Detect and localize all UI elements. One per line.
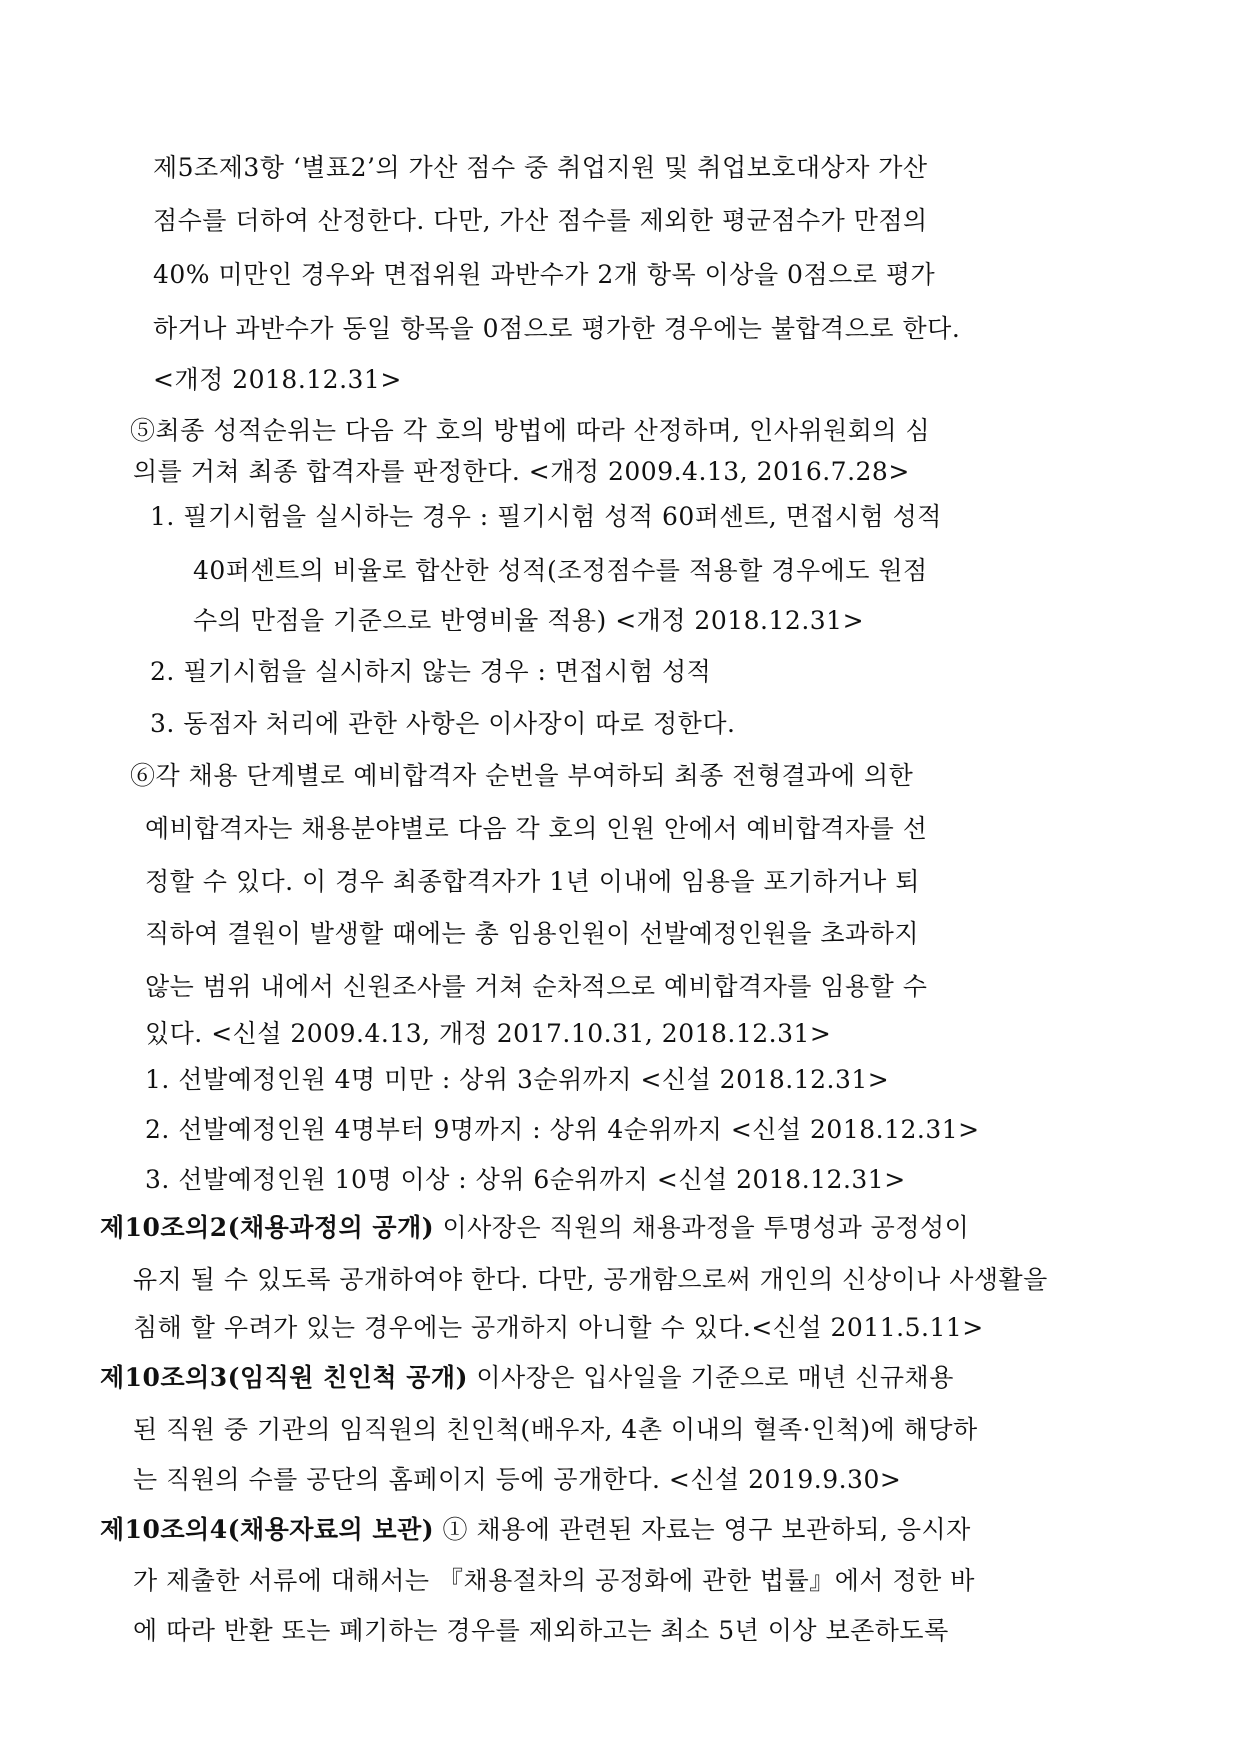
text-line: 에 따라 반환 또는 폐기하는 경우를 제외하고는 최소 5년 이상 보존하도록 — [133, 1616, 949, 1645]
text-line: <개정 2018.12.31> — [153, 365, 402, 394]
article-text: 이사장은 입사일을 기준으로 매년 신규채용 — [467, 1363, 954, 1392]
list-item: 3. 동점자 처리에 관한 사항은 이사장이 따로 정한다. — [150, 709, 736, 738]
list-item: 1. 필기시험을 실시하는 경우 : 필기시험 성적 60퍼센트, 면접시험 성적 — [150, 502, 942, 531]
list-item: 1. 선발예정인원 4명 미만 : 상위 3순위까지 <신설 2018.12.31> — [145, 1065, 890, 1094]
text-line: 된 직원 중 기관의 임직원의 친인척(배우자, 4촌 이내의 혈족·인척)에 해당하 — [133, 1415, 978, 1444]
text-line: 유지 될 수 있도록 공개하여야 한다. 다만, 공개함으로써 개인의 신상이나 사생활을 — [133, 1265, 1048, 1294]
article-10-4 — [100, 1510, 971, 1550]
text-line: 제5조제3항 ‘별표2’의 가산 점수 중 취업지원 및 취업보호대상자 가산 — [153, 153, 928, 182]
text-line: ⑤최종 성적순위는 다음 각 호의 방법에 따라 산정하며, 인사위원회의 심 — [130, 416, 931, 445]
text-line: 침해 할 우려가 있는 경우에는 공개하지 아니할 수 있다.<신설 2011.5.11> — [133, 1313, 984, 1342]
text-line: 정할 수 있다. 이 경우 최종합격자가 1년 이내에 임용을 포기하거나 퇴 — [145, 867, 920, 896]
article-text: ① 채용에 관련된 자료는 영구 보관하되, 응시자 — [434, 1515, 971, 1544]
list-item: 40퍼센트의 비율로 합산한 성적(조정점수를 적용할 경우에도 원점 — [193, 556, 928, 585]
text-line: 하거나 과반수가 동일 항목을 0점으로 평가한 경우에는 불합격으로 한다. — [153, 314, 961, 343]
text-line: 점수를 더하여 산정한다. 다만, 가산 점수를 제외한 평균점수가 만점의 — [153, 206, 928, 235]
text-line: 가 제출한 서류에 대해서는 『채용절차의 공정화에 관한 법률』에서 정한 바 — [133, 1566, 975, 1595]
list-item: 2. 선발예정인원 4명부터 9명까지 : 상위 4순위까지 <신설 2018.12.31> — [145, 1115, 980, 1144]
text-line: 는 직원의 수를 공단의 홈페이지 등에 공개한다. <신설 2019.9.30> — [133, 1465, 902, 1494]
text-line: 직하여 결원이 발생할 때에는 총 임용인원이 선발예정인원을 초과하지 — [145, 919, 919, 948]
list-item: 2. 필기시험을 실시하지 않는 경우 : 면접시험 성적 — [150, 657, 712, 686]
text-line: 의를 거쳐 최종 합격자를 판정한다. <개정 2009.4.13, 2016.7.28> — [133, 457, 910, 486]
text-line: 40% 미만인 경우와 면접위원 과반수가 2개 항목 이상을 0점으로 평가 — [153, 260, 936, 289]
article-text: 이사장은 직원의 채용과정을 투명성과 공정성이 — [434, 1213, 970, 1242]
list-item: 수의 만점을 기준으로 반영비율 적용) <개정 2018.12.31> — [193, 606, 865, 635]
article-10-2 — [100, 1208, 969, 1248]
article-heading: 제10조의2(채용과정의 공개) — [100, 1213, 435, 1242]
list-item: 3. 선발예정인원 10명 이상 : 상위 6순위까지 <신설 2018.12.31> — [145, 1165, 906, 1194]
article-10-3 — [100, 1358, 954, 1398]
text-line: 않는 범위 내에서 신원조사를 거쳐 순차적으로 예비합격자를 임용할 수 — [145, 972, 928, 1001]
article-heading: 제10조의3(임직원 친인척 공개) — [100, 1363, 468, 1392]
text-line: 예비합격자는 채용분야별로 다음 각 호의 인원 안에서 예비합격자를 선 — [145, 814, 928, 843]
text-line: ⑥각 채용 단계별로 예비합격자 순번을 부여하되 최종 전형결과에 의한 — [130, 761, 914, 790]
text-line: 있다. <신설 2009.4.13, 개정 2017.10.31, 2018.12.31> — [145, 1019, 832, 1048]
article-heading: 제10조의4(채용자료의 보관) — [100, 1515, 435, 1544]
